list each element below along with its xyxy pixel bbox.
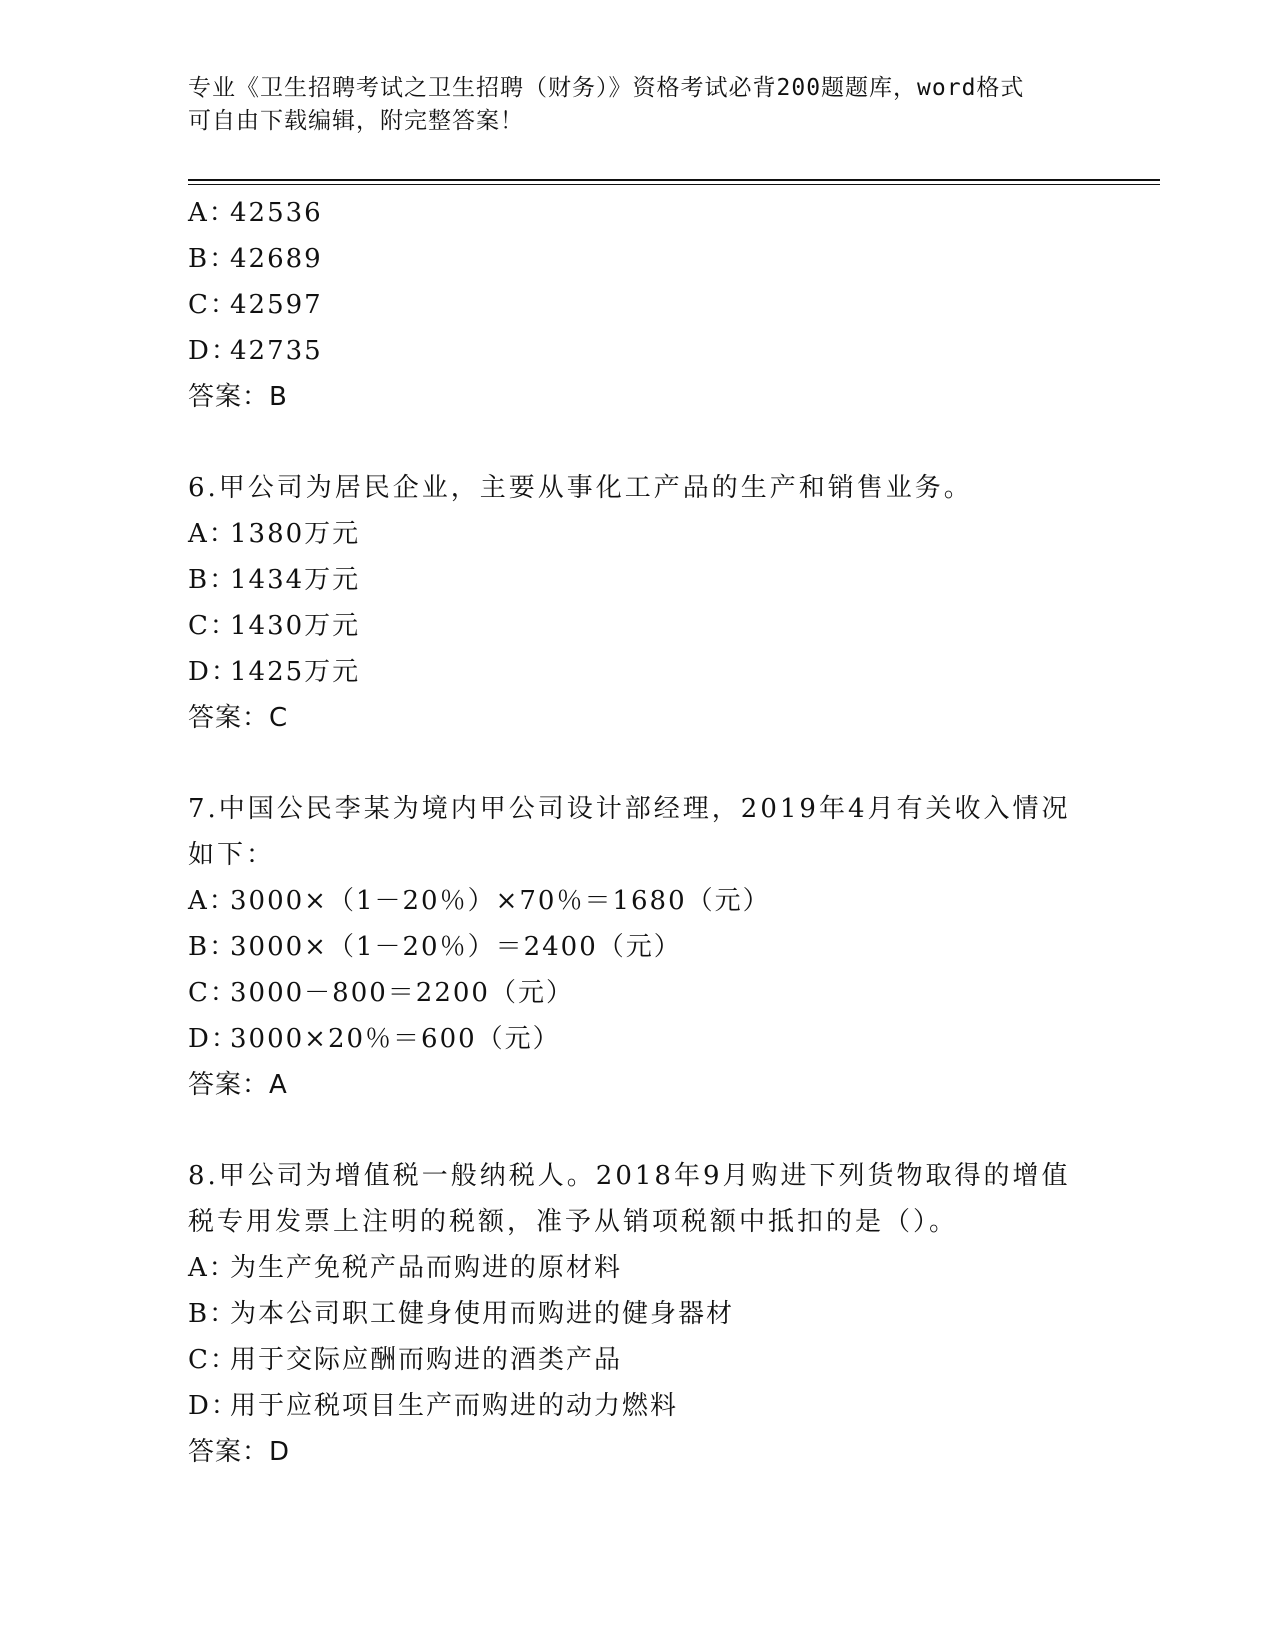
option-key: A： <box>188 198 237 228</box>
option-text: 42536 <box>230 198 323 228</box>
option-key: A： <box>188 1253 237 1283</box>
option-b <box>188 557 1088 603</box>
option-key: D： <box>188 336 239 366</box>
option-key: B： <box>188 1299 238 1329</box>
option-b <box>188 1291 1088 1337</box>
option-d <box>188 1016 1088 1062</box>
option-text: 42735 <box>230 336 323 366</box>
answer-label: 答案：C <box>188 703 289 733</box>
header-title-line-2: 可自由下载编辑，附完整答案！ <box>188 108 524 134</box>
header-divider <box>188 179 1160 181</box>
option-a <box>188 1245 1088 1291</box>
option-key: C： <box>188 611 238 641</box>
question-list <box>188 190 1088 1475</box>
question-text: 6.甲公司为居民企业，主要从事化工产品的生产和销售业务。 <box>188 473 973 503</box>
option-c <box>188 970 1088 1016</box>
option-text: 用于交际应酬而购进的酒类产品 <box>230 1345 623 1375</box>
question-text-line-1: 7.中国公民李某为境内甲公司设计部经理，2019年4月有关收入情况 <box>188 794 1071 824</box>
answer-label: 答案：D <box>188 1437 291 1467</box>
question-text-line-1: 8.甲公司为增值税一般纳税人。2018年9月购进下列货物取得的增值 <box>188 1161 1071 1191</box>
option-key: A： <box>188 519 237 549</box>
option-c <box>188 282 1088 328</box>
option-d <box>188 1383 1088 1429</box>
answer-label: 答案：B <box>188 382 288 412</box>
option-text: 3000－800＝2200（元） <box>230 978 574 1008</box>
option-key: C： <box>188 290 238 320</box>
header-title-line-1: 专业《卫生招聘考试之卫生招聘（财务）》资格考试必背200题题库，word格式 <box>188 75 1025 101</box>
question-text-line-2: 如下： <box>188 840 276 870</box>
option-key: B： <box>188 244 238 274</box>
question-text-line-2: 税专用发票上注明的税额，准予从销项税额中抵扣的是（）。 <box>188 1207 959 1237</box>
option-key: A： <box>188 886 237 916</box>
option-text: 3000×（1－20％）×70％＝1680（元） <box>230 886 771 916</box>
option-text: 为生产免税产品而购进的原材料 <box>230 1253 623 1283</box>
option-text: 1430万元 <box>230 611 361 641</box>
document-header <box>188 72 1068 138</box>
question-block-5 <box>188 190 1088 420</box>
option-text: 3000×20％＝600（元） <box>230 1024 561 1054</box>
option-key: D： <box>188 657 239 687</box>
option-d <box>188 649 1088 695</box>
option-text: 1434万元 <box>230 565 361 595</box>
question-block-7 <box>188 786 1088 1108</box>
question-block-8 <box>188 1153 1088 1475</box>
option-key: C： <box>188 1345 238 1375</box>
option-text: 1380万元 <box>230 519 361 549</box>
option-a <box>188 511 1088 557</box>
option-text: 3000×（1－20％）＝2400（元） <box>230 932 682 962</box>
header-divider-thin <box>188 184 1160 185</box>
option-text: 用于应税项目生产而购进的动力燃料 <box>230 1391 679 1421</box>
option-text: 为本公司职工健身使用而购进的健身器材 <box>230 1299 735 1329</box>
option-key: C： <box>188 978 238 1008</box>
option-b <box>188 924 1088 970</box>
option-c <box>188 1337 1088 1383</box>
option-text: 42689 <box>230 244 323 274</box>
option-text: 1425万元 <box>230 657 361 687</box>
option-d <box>188 328 1088 374</box>
option-key: D： <box>188 1024 239 1054</box>
option-text: 42597 <box>230 290 323 320</box>
option-b <box>188 236 1088 282</box>
option-key: B： <box>188 932 238 962</box>
question-block-6 <box>188 465 1088 741</box>
option-a <box>188 878 1088 924</box>
option-key: D： <box>188 1391 239 1421</box>
option-c <box>188 603 1088 649</box>
option-a <box>188 190 1088 236</box>
option-key: B： <box>188 565 238 595</box>
answer-label: 答案：A <box>188 1070 288 1100</box>
